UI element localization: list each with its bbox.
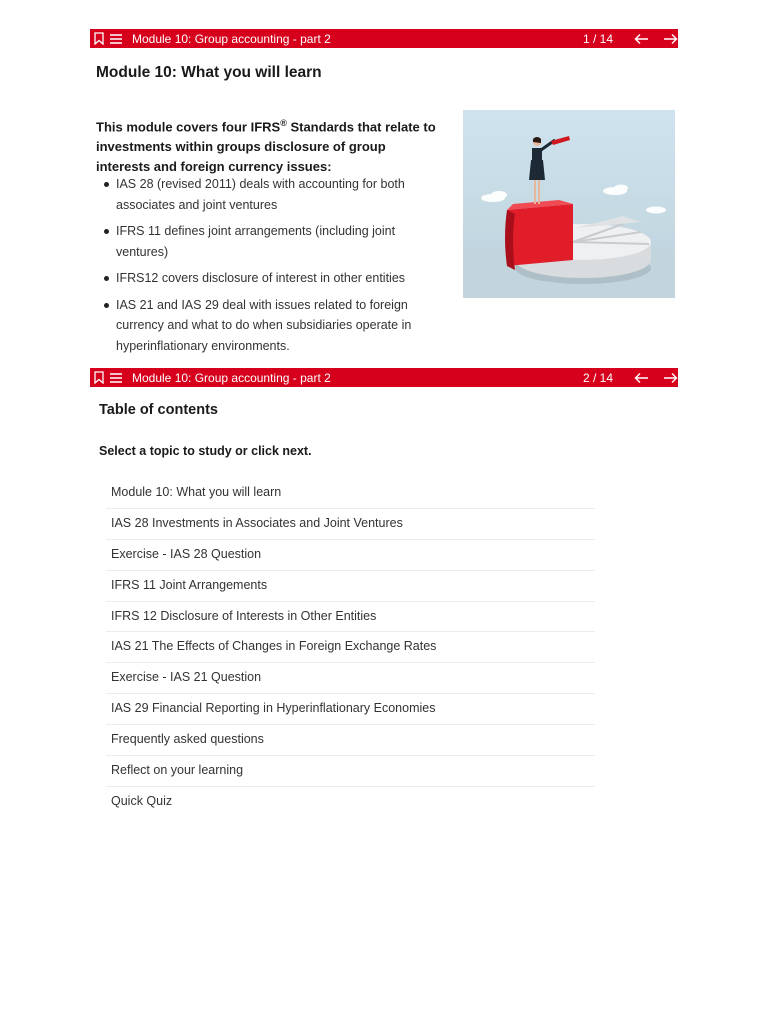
header-title: Module 10: Group accounting - part 2 [132,370,331,385]
arrow-left-icon[interactable] [633,371,649,385]
intro-text-b: Standards that relate to investments within groups disclosure of group interests and foreign currency issues: [96,119,436,175]
toc-item[interactable]: IAS 29 Financial Reporting in Hyperinflationary Economies [106,694,595,725]
bullet-item: IAS 28 (revised 2011) deals with accounting for both associates and joint ventures [98,174,433,215]
registered-mark: ® [280,118,287,128]
bookmark-icon[interactable] [93,31,105,46]
menu-icon[interactable] [108,32,124,46]
toc-item[interactable]: IAS 21 The Effects of Changes in Foreign Exchange Rates [106,632,595,663]
arrow-right-icon[interactable] [662,32,678,46]
bullet-item: IFRS 11 defines joint arrangements (including joint ventures) [98,221,433,262]
toc-item[interactable]: Exercise - IAS 21 Question [106,663,595,694]
toc-item[interactable]: Reflect on your learning [106,756,595,787]
toc-item[interactable]: Quick Quiz [111,793,173,808]
bookmark-icon[interactable] [93,370,105,385]
page-indicator: 2 / 14 [582,370,613,385]
toc-item[interactable]: Module 10: What you will learn [106,478,595,509]
arrow-right-icon[interactable] [662,371,678,385]
intro-text-a: This module covers four IFRS [96,119,281,135]
arrow-left-icon[interactable] [633,32,649,46]
toc-item[interactable]: IFRS 12 Disclosure of Interests in Other Entities [106,602,595,633]
bullet-item: IFRS12 covers disclosure of interest in other entities [98,268,433,289]
toc-item[interactable]: Exercise - IAS 28 Question [106,540,595,571]
page-indicator: 1 / 14 [582,31,613,46]
toc-heading: Table of contents [99,402,218,418]
toc-subheading: Select a topic to study or click next. [99,444,312,458]
header-title: Module 10: Group accounting - part 2 [132,31,331,46]
bullet-item: IAS 21 and IAS 29 deal with issues related to foreign currency and what to do when subsidiaries operate in hyperinflationary environments. [98,295,433,357]
menu-icon[interactable] [108,371,124,385]
learning-bullets [98,174,433,362]
module-heading: Module 10: What you will learn [96,64,322,81]
module-intro [96,113,441,177]
toc-item[interactable]: IFRS 11 Joint Arrangements [106,571,595,602]
toc-list [106,478,595,817]
page-header-bar-2 [90,368,678,387]
module-illustration [463,110,675,298]
toc-item[interactable]: IAS 28 Investments in Associates and Joint Ventures [106,509,595,540]
page-header-bar-1 [90,29,678,48]
toc-item[interactable]: Frequently asked questions [106,725,595,756]
